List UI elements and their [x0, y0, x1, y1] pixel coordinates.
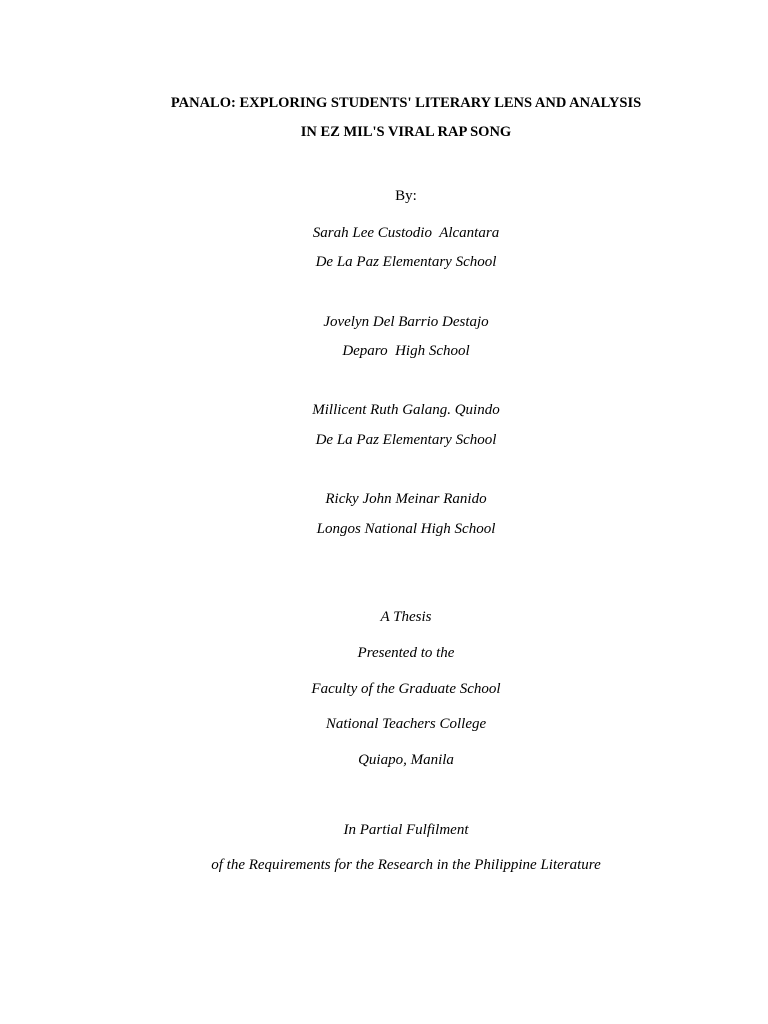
byline: By: [395, 188, 417, 204]
fulfilment-line-2: of the Requirements for the Research in the Philippine Literature [211, 857, 601, 873]
college-name: National Teachers College [325, 716, 487, 732]
faculty: Faculty of the Graduate School [311, 681, 501, 697]
author-name: Millicent Ruth Galang. Quindo [312, 402, 500, 418]
title-line-2: IN EZ MIL'S VIRAL RAP SONG [300, 124, 512, 140]
author-name: Jovelyn Del Barrio Destajo [323, 314, 489, 330]
author-name: Ricky John Meinar Ranido [325, 491, 487, 507]
fulfilment-line-1: In Partial Fulfilment [343, 822, 469, 838]
college-location: Quiapo, Manila [358, 752, 454, 768]
presented-to: Presented to the [357, 645, 455, 661]
author-school: De La Paz Elementary School [315, 254, 497, 270]
author-school: Deparo High School [342, 343, 470, 359]
author-name: Sarah Lee Custodio Alcantara [312, 225, 500, 241]
title-line-1: PANALO: EXPLORING STUDENTS' LITERARY LENS AND ANALYSIS [170, 95, 642, 111]
author-school: De La Paz Elementary School [315, 432, 497, 448]
author-school: Longos National High School [316, 521, 496, 537]
thesis-label: A Thesis [380, 609, 432, 625]
